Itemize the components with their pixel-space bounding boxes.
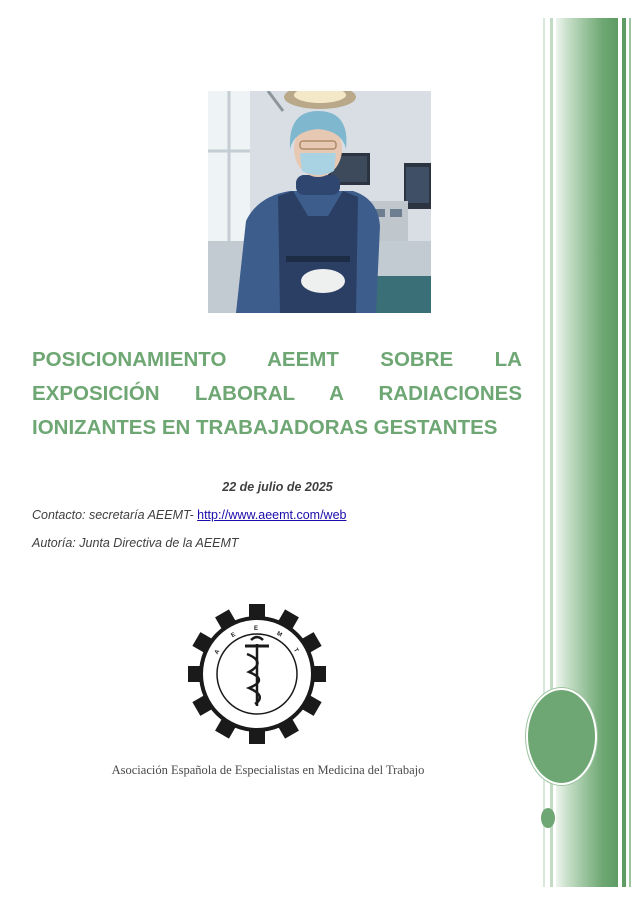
svg-text:E: E (254, 626, 259, 632)
document-date: 22 de julio de 2025 (222, 480, 333, 494)
author-line: Autoría: Junta Directiva de la AEEMT (32, 536, 239, 550)
gear-logo-icon (188, 604, 326, 744)
decorative-oval-large (526, 688, 597, 785)
svg-text:E: E (230, 631, 237, 640)
svg-text:T: T (291, 647, 299, 654)
svg-text:M: M (275, 630, 283, 639)
contact-label: Contacto: secretaría AEEMT- (32, 508, 194, 522)
decorative-oval-small (541, 808, 555, 828)
association-name: Asociación Española de Especialistas en Medicina del Trabajo (111, 763, 425, 777)
contact-line (32, 508, 347, 522)
decorative-stripe (629, 18, 631, 887)
document-title: POSICIONAMIENTO AEEMT SOBRE LA EXPOSICIÓN LABORAL A RADIACIONES IONIZANTES EN TRABAJADORAS GESTANTES (32, 348, 522, 439)
cover-photo (208, 91, 431, 313)
aeemt-logo (188, 604, 326, 744)
contact-link[interactable]: http://www.aeemt.com/web (197, 508, 347, 522)
decorative-stripe (622, 18, 626, 887)
svg-text:A: A (213, 648, 222, 656)
